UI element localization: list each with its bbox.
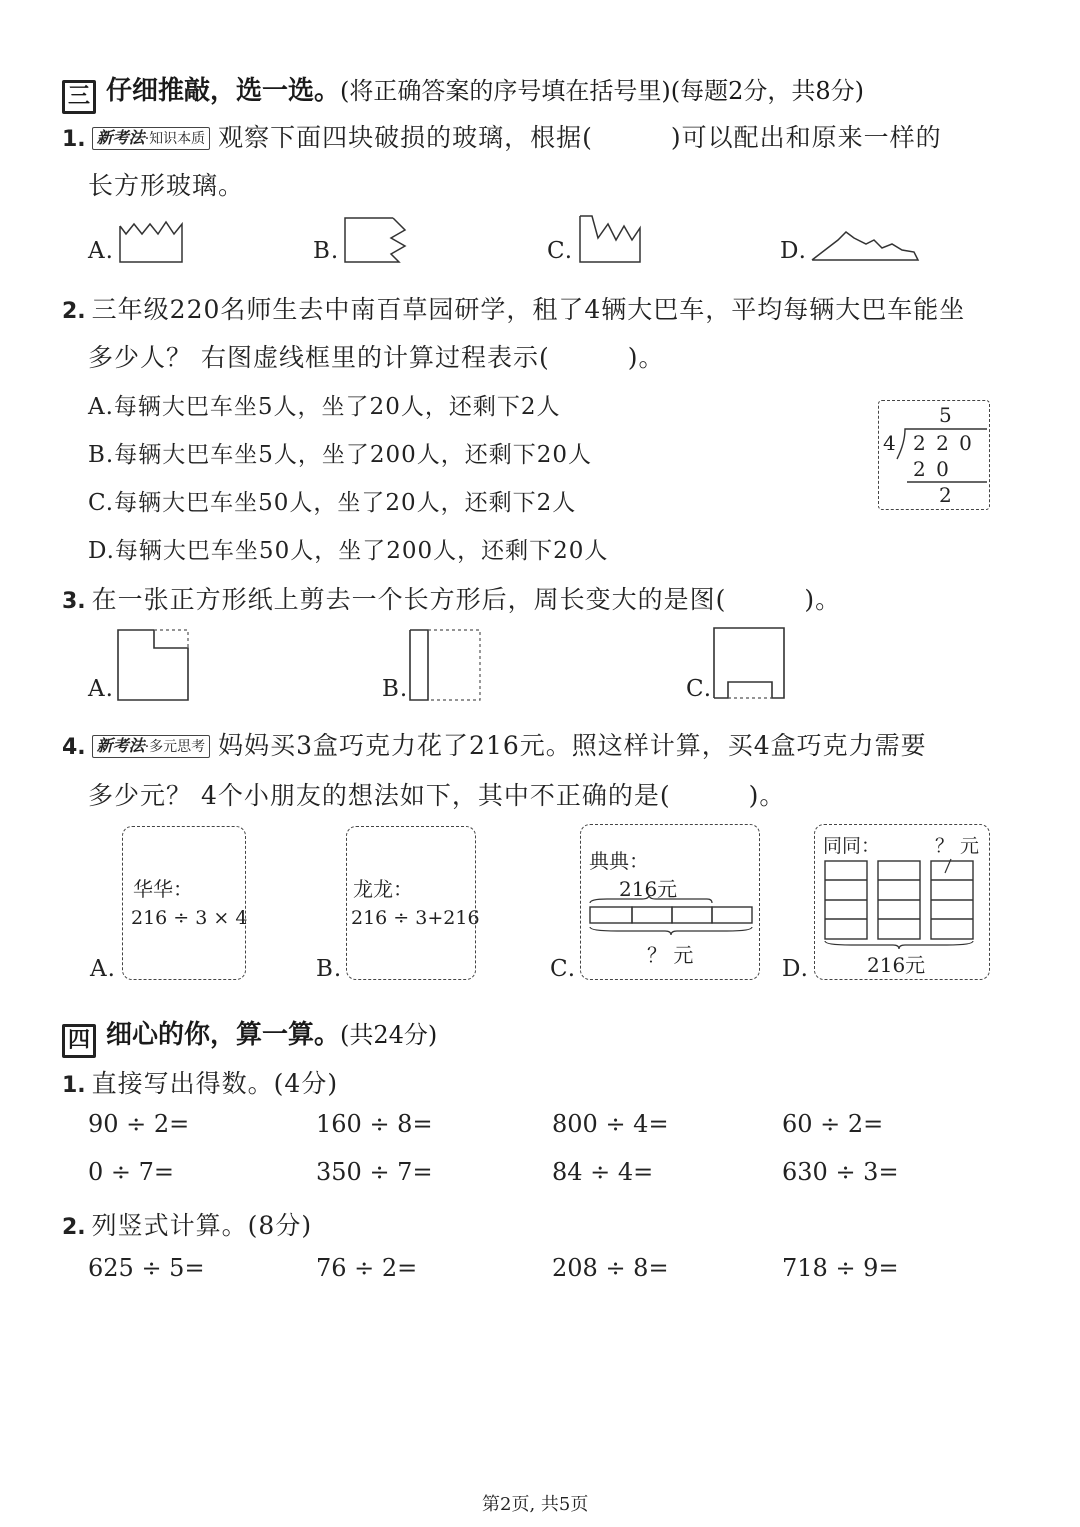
option-label-b: B. [313,238,340,264]
section-3-number: 三 [62,80,96,114]
card-d-top-label: ？ 元 [935,835,980,857]
calc-item: 630 ÷ 3= [782,1158,899,1186]
idea-card-b [346,826,480,980]
division-quotient: 5 [939,403,952,427]
calc-item: 76 ÷ 2= [316,1254,418,1282]
card-c-line-segment-diagram [587,897,757,937]
calc-item: 84 ÷ 4= [552,1158,654,1186]
calc-item: 208 ÷ 8= [552,1254,669,1282]
option-label-c: C. [547,238,574,264]
cut-square-c [712,626,788,702]
option-b: B.每辆大巴车坐5人，坐了200人，还剩下20人 [88,442,593,468]
broken-glass-c [578,214,644,264]
option-label-c: C. [686,676,713,702]
calc-item: 160 ÷ 8= [316,1110,433,1138]
question-title: 直接写出得数。(4分) [91,1069,339,1098]
method-tag [92,735,210,758]
idea-card-c [580,824,760,980]
option-label-c: C. [550,956,577,982]
cut-square-a [116,628,190,702]
card-a-name: 华华： [133,877,193,901]
option-a: A.每辆大巴车坐5人，坐了20人，还剩下2人 [88,394,561,420]
section-3-title: 仔细推敲，选一选。 [106,76,341,106]
option-c: C.每辆大巴车坐50人，坐了20人，还剩下2人 [88,490,577,516]
tag-label: ·知识本质 [144,131,206,147]
option-label-a: A. [90,956,116,982]
broken-glass-b [343,216,409,264]
question-number: 1. [62,1073,86,1098]
division-remainder: 2 [939,483,952,507]
division-bracket [895,429,991,487]
calc-item: 60 ÷ 2= [782,1110,884,1138]
section-4-header [62,1014,437,1058]
question-text-line2: 多少人？ 右图虚线框里的计算过程表示( )。 [88,343,665,372]
card-c-bottom-label: ？ 元 [647,943,694,967]
idea-card-d [814,824,990,980]
idea-card-a [122,826,246,980]
option-label-b: B. [382,676,409,702]
question-number: 2. [62,1215,86,1240]
card-a-expression: 216 ÷ 3 × 4 [131,907,248,929]
calc-item: 718 ÷ 9= [782,1254,899,1282]
question-number: 2. [62,299,86,324]
card-b-name: 龙龙： [353,877,413,901]
question-number: 4. [62,735,86,760]
division-divisor: 4 [883,431,896,455]
card-c-name: 典典： [589,849,649,873]
question-text-line1: 三年级220名师生去中南百草园研学，租了4辆大巴车，平均每辆大巴车能坐 [91,295,966,324]
question-4-1-header [62,1064,338,1100]
option-label-b: B. [316,956,343,982]
option-label-a: A. [88,238,114,264]
question-text-line1: 观察下面四块破损的玻璃，根据( )可以配出和原来一样的 [218,123,942,152]
question-3-2 [62,290,965,326]
section-3-header [62,70,864,114]
calc-item: 625 ÷ 5= [88,1254,205,1282]
section-4-note: (共24分) [340,1021,438,1049]
card-c-top-label: 216元 [619,877,678,901]
card-b-expression: 216 ÷ 3+216 [351,907,480,929]
question-title: 列竖式计算。(8分) [91,1211,313,1240]
question-4-2-header [62,1206,312,1242]
broken-glass-a [118,218,184,264]
question-text: 在一张正方形纸上剪去一个长方形后，周长变大的是图( )。 [91,585,842,614]
option-label-d: D. [782,956,809,982]
long-division-box [878,400,990,510]
calc-item: 800 ÷ 4= [552,1110,669,1138]
division-product: 2 0 [913,457,951,481]
question-text-line2: 长方形玻璃。 [88,171,245,200]
section-3-note: (将正确答案的序号填在括号里)(每题2分，共8分) [340,77,865,105]
tag-prefix: 新考法 [96,736,145,755]
question-number: 3. [62,589,86,614]
question-3-1 [62,118,942,154]
calc-item: 90 ÷ 2= [88,1110,190,1138]
method-tag [92,127,210,150]
option-d: D.每辆大巴车坐50人，坐了200人，还剩下20人 [88,538,609,564]
tag-label: ·多元思考 [144,739,206,755]
calc-item: 0 ÷ 7= [88,1158,175,1186]
card-d-name: 同同： [823,835,881,857]
question-3-4 [62,726,927,762]
question-number: 1. [62,127,86,152]
question-text-line1: 妈妈买3盒巧克力花了216元。照这样计算，买4盒巧克力需要 [218,731,927,760]
card-d-bottom-label: 216元 [867,953,926,977]
question-3-3 [62,580,841,616]
card-d-boxes-diagram [821,855,985,951]
section-4-number: 四 [62,1024,96,1058]
cut-square-b [408,628,482,702]
page-footer: 第2页, 共5页 [482,1494,589,1515]
tag-prefix: 新考法 [96,128,145,147]
option-label-d: D. [780,238,807,264]
option-label-a: A. [88,676,114,702]
calc-item: 350 ÷ 7= [316,1158,433,1186]
broken-glass-d [810,226,922,264]
question-text-line2: 多少元？ 4个小朋友的想法如下，其中不正确的是( )。 [88,781,786,810]
section-4-title: 细心的你，算一算。 [106,1020,341,1050]
division-dividend: 2 2 0 [913,431,974,455]
